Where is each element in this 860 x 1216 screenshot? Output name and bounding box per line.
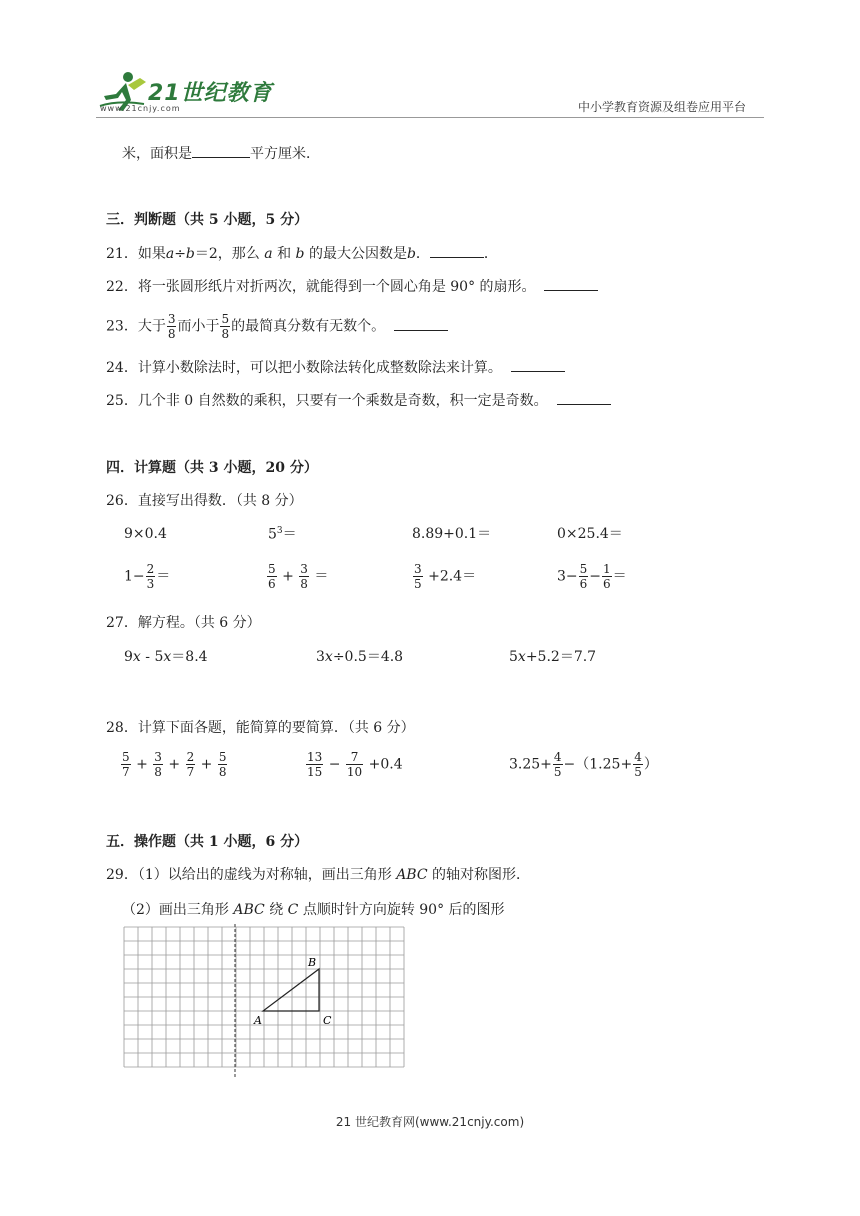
- answer-blank[interactable]: [430, 243, 484, 258]
- label-b: B: [308, 956, 317, 969]
- answer-blank[interactable]: [192, 143, 250, 158]
- triangle-grid-figure: [122, 924, 414, 1080]
- label-a: A: [254, 1014, 262, 1027]
- triangle-abc: [263, 969, 319, 1011]
- question-23: 23．大于 $\frac{3}{8}$ 而小于 $\frac{5}{8}$ 的最简真分数有无数个。: [106, 313, 448, 340]
- question-26-title: 26．直接写出得数．（共 8 分）: [106, 493, 303, 509]
- footer-source: 21 世纪教育网(www.21cnjy.com): [335, 1115, 525, 1129]
- question-22: 22．将一张圆形纸片对折两次，就能得到一个圆心角是 90° 的扇形。: [106, 276, 598, 296]
- q26-expr-5: 1− $\frac{2}{3}$ ＝: [124, 562, 171, 591]
- answer-blank[interactable]: [544, 276, 598, 291]
- logo-url: www.21cnjy.com: [100, 104, 181, 113]
- fraction: $\frac{3}{8}$: [167, 312, 176, 341]
- logo-text: 21世纪教育: [148, 81, 273, 106]
- question-21: 21．如果a÷b＝2，那么 a 和 b 的最大公因数是b． ．: [106, 243, 498, 263]
- header-divider: [96, 117, 764, 118]
- q26-expr-4: 0×25.4＝: [557, 526, 623, 542]
- question-25: 25．几个非 0 自然数的乘积，只要有一个乘数是奇数，积一定是奇数。: [106, 390, 611, 410]
- question-27-title: 27．解方程。（共 6 分）: [106, 615, 261, 631]
- question-29-part-2: （2）画出三角形 ABC 绕 C 点顺时针方向旋转 90° 后的图形: [122, 902, 505, 918]
- question-24: 24．计算小数除法时，可以把小数除法转化成整数除法来计算。: [106, 357, 565, 377]
- question-28-title: 28．计算下面各题，能简算的要简算．（共 6 分）: [106, 720, 415, 736]
- section-5-title: 五．操作题（共 1 小题，6 分）: [106, 834, 309, 850]
- label-c: C: [323, 1014, 332, 1027]
- q26-expr-6: $\frac{5}{6}$ + $\frac{3}{8}$ ＝: [268, 562, 329, 591]
- section-4-title: 四．计算题（共 3 小题，20 分）: [106, 460, 318, 476]
- q26-expr-7: $\frac{3}{5}$ +2.4＝: [414, 562, 477, 591]
- answer-blank[interactable]: [511, 357, 565, 372]
- area-continuation-line: 米，面积是 平方厘米．: [122, 143, 320, 163]
- question-29-part-1: 29．（1）以给出的虚线为对称轴，画出三角形 ABC 的轴对称图形．: [106, 867, 531, 883]
- q26-expr-3: 8.89+0.1＝: [412, 526, 492, 542]
- q28-expr-3: 3.25+ $\frac{4}{5}$ −（1.25+ $\frac{4}{5}$ ）: [509, 750, 658, 779]
- q26-expr-1: 9×0.4: [124, 526, 167, 542]
- q26-expr-2: $5^3=$: [268, 526, 297, 543]
- q27-equation-2: 3x÷0.5＝4.8: [316, 649, 404, 665]
- fraction: $\frac{5}{8}$: [221, 312, 230, 341]
- grid-lines: [124, 927, 404, 1067]
- answer-blank[interactable]: [557, 390, 611, 405]
- section-3-title: 三．判断题（共 5 小题，5 分）: [106, 212, 309, 228]
- header-platform-name: 中小学教育资源及组卷应用平台: [578, 100, 747, 114]
- q28-expr-1: $\frac{5}{7}$ + $\frac{3}{8}$ + $\frac{2}{7}$ + $\frac{5}{8}$: [122, 750, 227, 779]
- q26-expr-8: 3− $\frac{5}{6}$ − $\frac{1}{6}$ ＝: [557, 562, 627, 591]
- q27-equation-1: 9x ‐ 5x＝8.4: [124, 649, 208, 665]
- q28-expr-2: $\frac{13}{15}$ − $\frac{7}{10}$ +0.4: [307, 750, 403, 779]
- q27-equation-3: 5x+5.2＝7.7: [509, 649, 597, 665]
- answer-blank[interactable]: [394, 316, 448, 331]
